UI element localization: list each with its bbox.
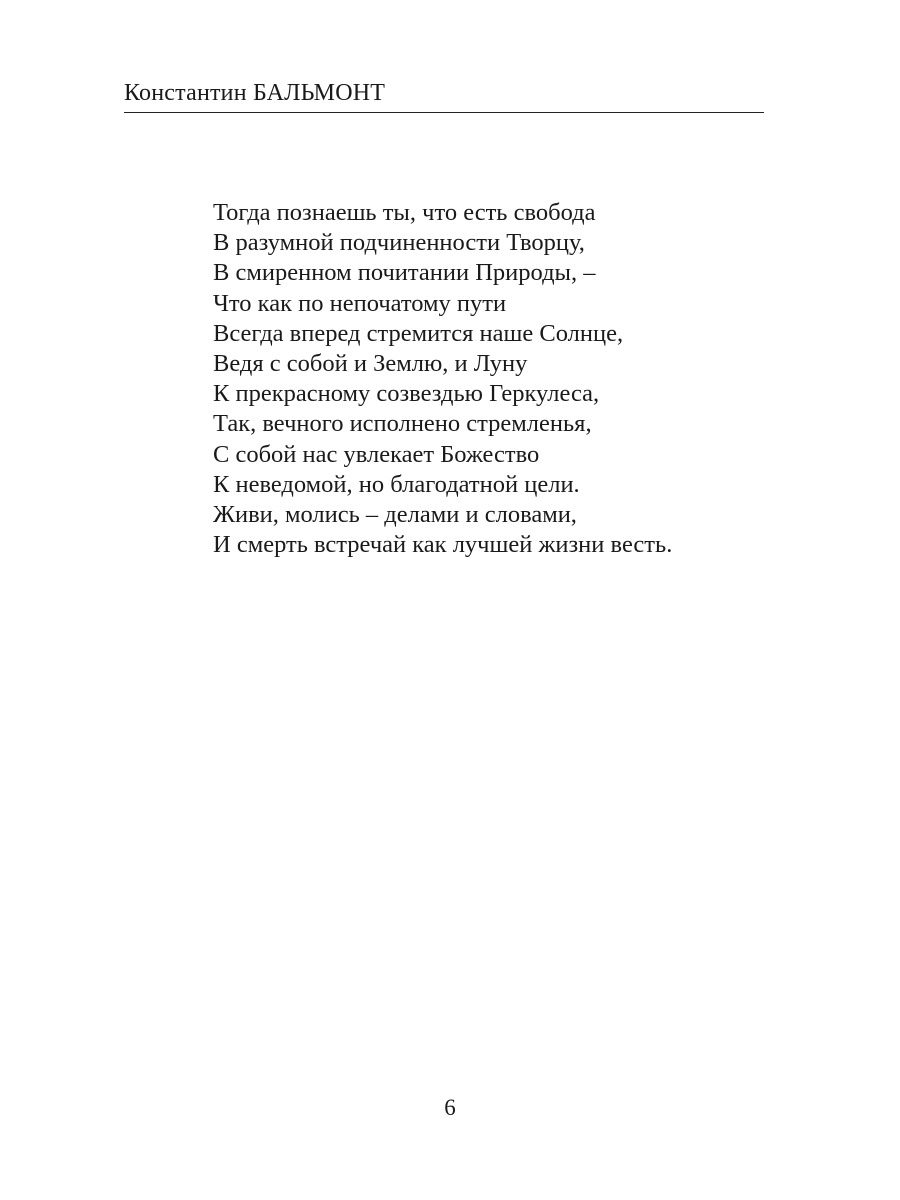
author-name: Константин БАЛЬМОНТ (124, 80, 386, 106)
poem-line: В смиренном почитании Природы, – (213, 259, 596, 287)
poem-line: Ведя с собой и Землю, и Луну (213, 350, 528, 378)
poem-line: Всегда вперед стремится наше Солнце, (213, 319, 624, 347)
poem-line: К прекрасному созвездью Геркулеса, (213, 380, 600, 408)
poem-line: В разумной подчиненности Творцу, (213, 229, 585, 257)
poem-line: Живи, молись – делами и словами, (213, 501, 577, 529)
poem-line: Так, вечного исполнено стремленья, (213, 410, 592, 438)
running-head (124, 78, 764, 113)
poem-line: И смерть встречай как лучшей жизни весть. (213, 531, 673, 559)
poem-line: Что как по непочатому пути (213, 289, 507, 317)
poem-stanza (213, 198, 672, 560)
poem-line: С собой нас увлекает Божество (213, 440, 540, 468)
poem-line: Тогда познаешь ты, что есть свобода (213, 199, 596, 226)
page-number: 6 (444, 1095, 456, 1120)
poem-line: К неведомой, но благодатной цели. (213, 470, 580, 498)
